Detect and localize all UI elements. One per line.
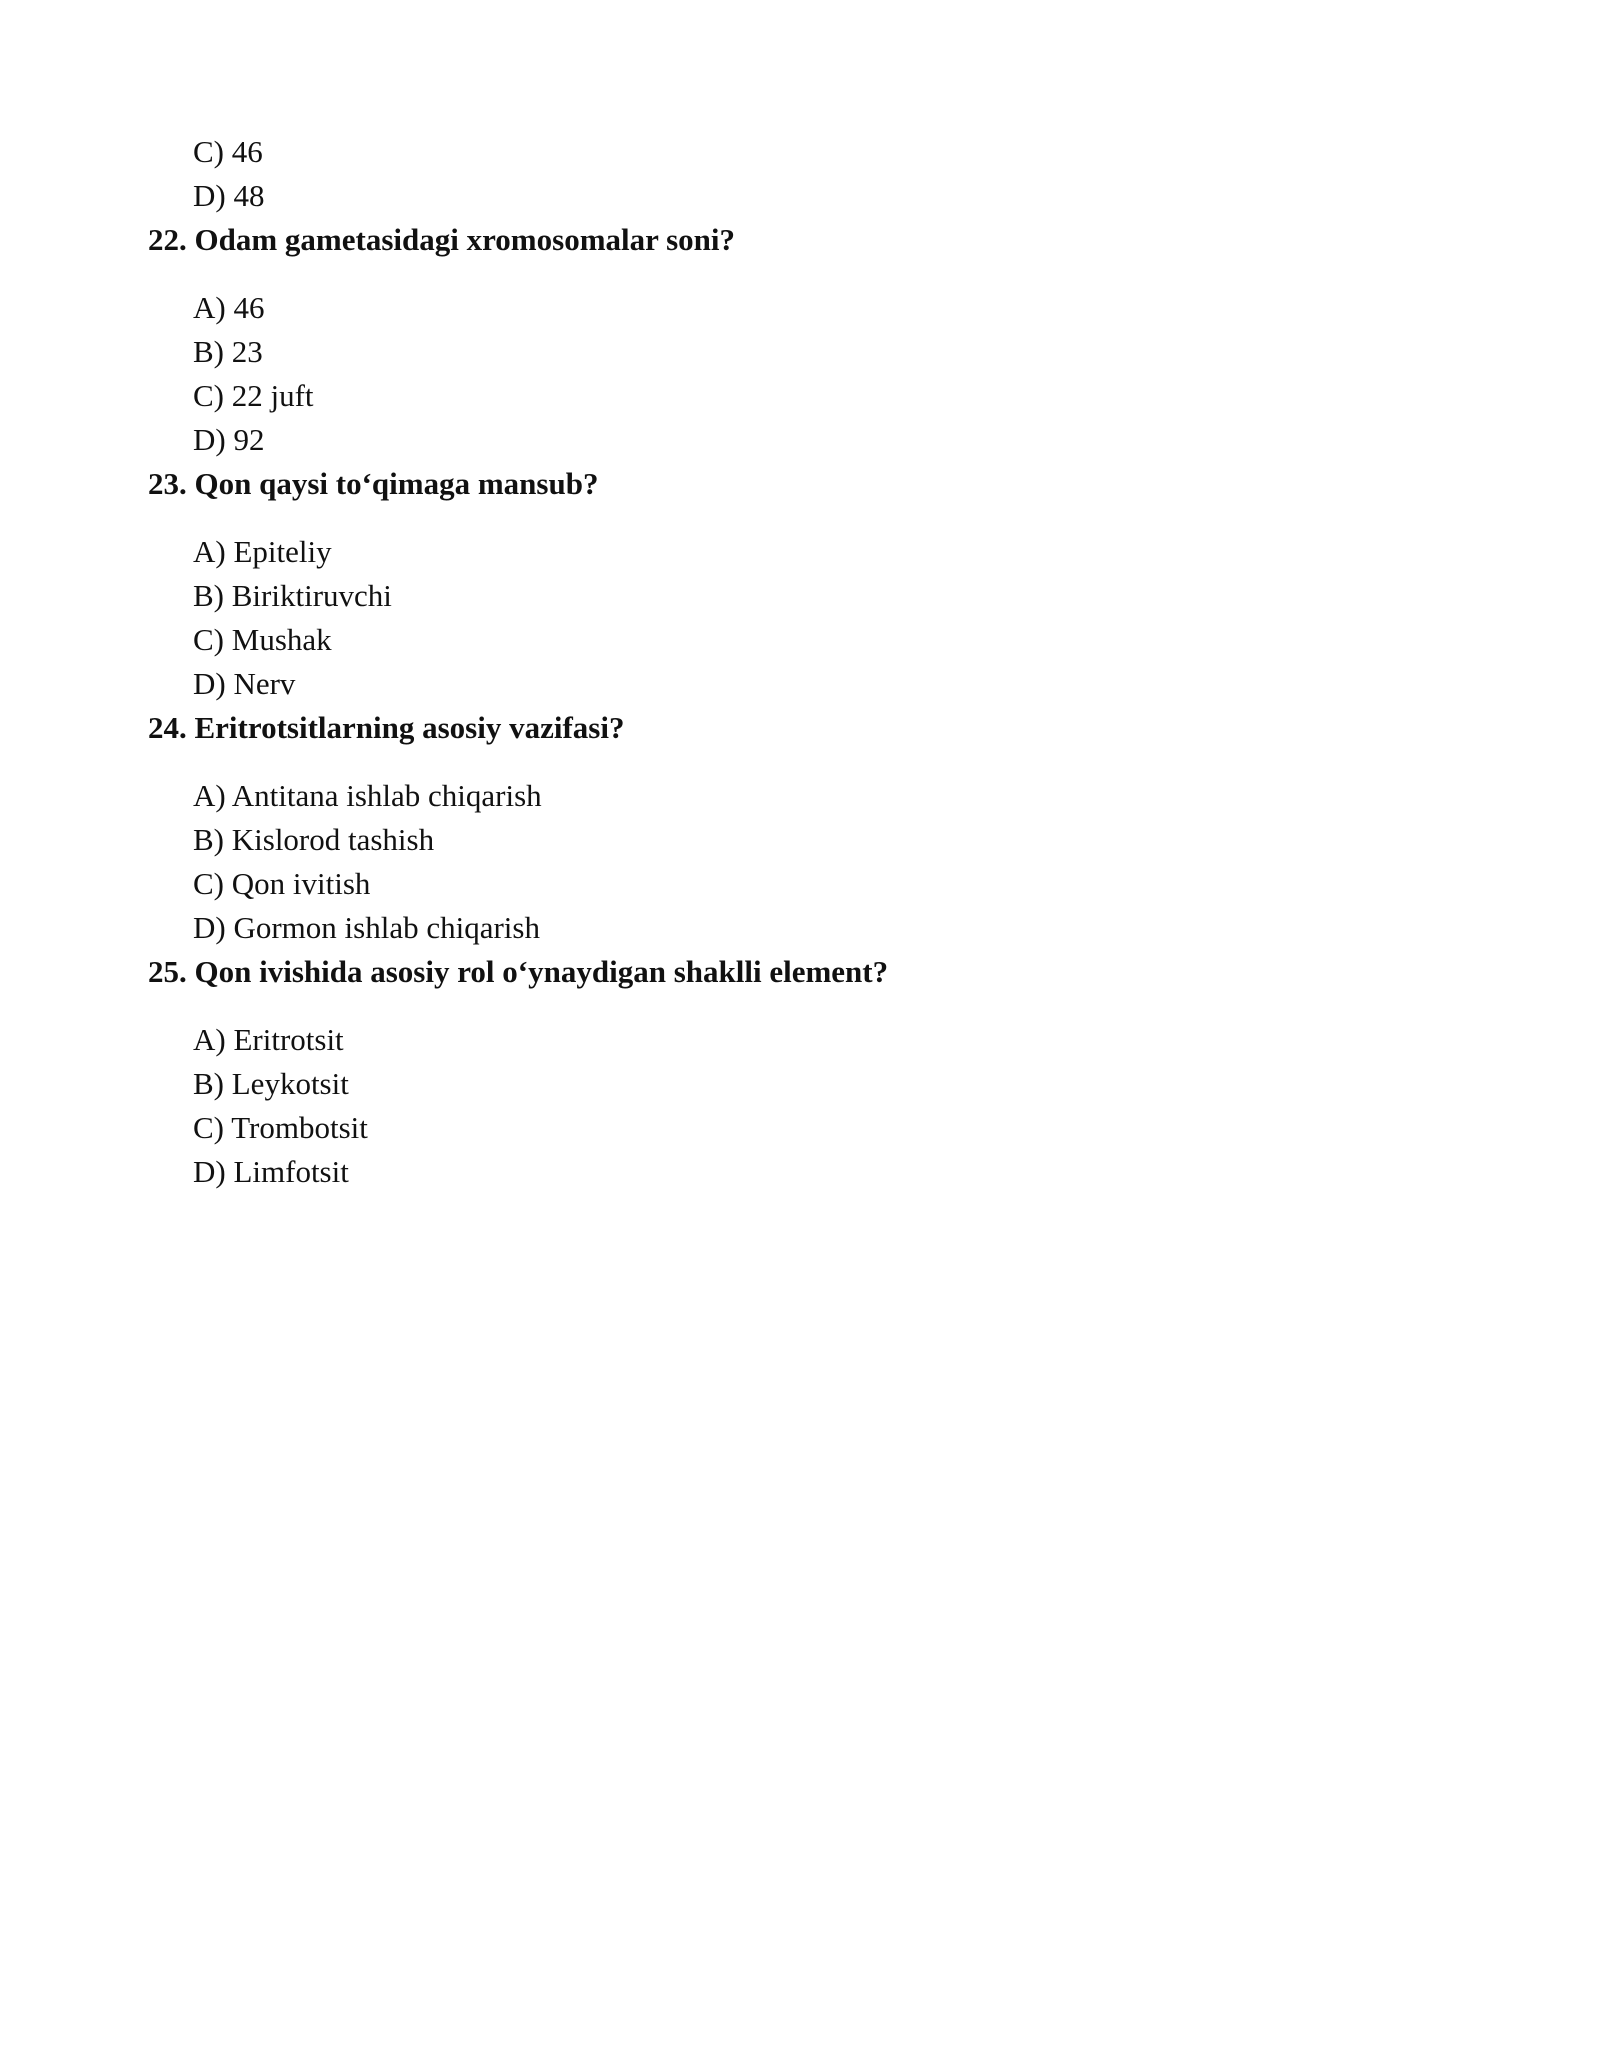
question-22-title: 22. Odam gametasidagi xromosomalar soni? <box>148 222 736 257</box>
question-22-option-d: D) 92 <box>193 422 265 457</box>
question-24-option-a: A) Antitana ishlab chiqarish <box>193 778 542 813</box>
option-text: C) 46 <box>193 134 263 169</box>
question-23-option-d: D) Nerv <box>193 666 296 701</box>
question-22-option-c: C) 22 juft <box>193 378 314 413</box>
question-23-title: 23. Qon qaysi to‘qimaga mansub? <box>148 466 599 501</box>
question-24-option-b: B) Kislorod tashish <box>193 822 435 857</box>
question-25-title: 25. Qon ivishida asosiy rol o‘ynaydigan shaklli element? <box>148 954 889 989</box>
question-25-option-d: D) Limfotsit <box>193 1154 349 1189</box>
question-23-option-b: B) Biriktiruvchi <box>193 578 392 613</box>
question-22-option-b: B) 23 <box>193 334 263 369</box>
option-text: D) 48 <box>193 178 265 213</box>
question-23-option-c: C) Mushak <box>193 622 332 657</box>
question-25-option-c: C) Trombotsit <box>193 1110 368 1145</box>
question-22-option-a: A) 46 <box>193 290 265 325</box>
question-24-option-d: D) Gormon ishlab chiqarish <box>193 910 540 945</box>
question-24-title: 24. Eritrotsitlarning asosiy vazifasi? <box>148 710 625 745</box>
question-23-option-a: A) Epiteliy <box>193 534 332 569</box>
question-24-option-c: C) Qon ivitish <box>193 866 371 901</box>
question-25-option-b: B) Leykotsit <box>193 1066 349 1101</box>
question-25-option-a: A) Eritrotsit <box>193 1022 344 1057</box>
